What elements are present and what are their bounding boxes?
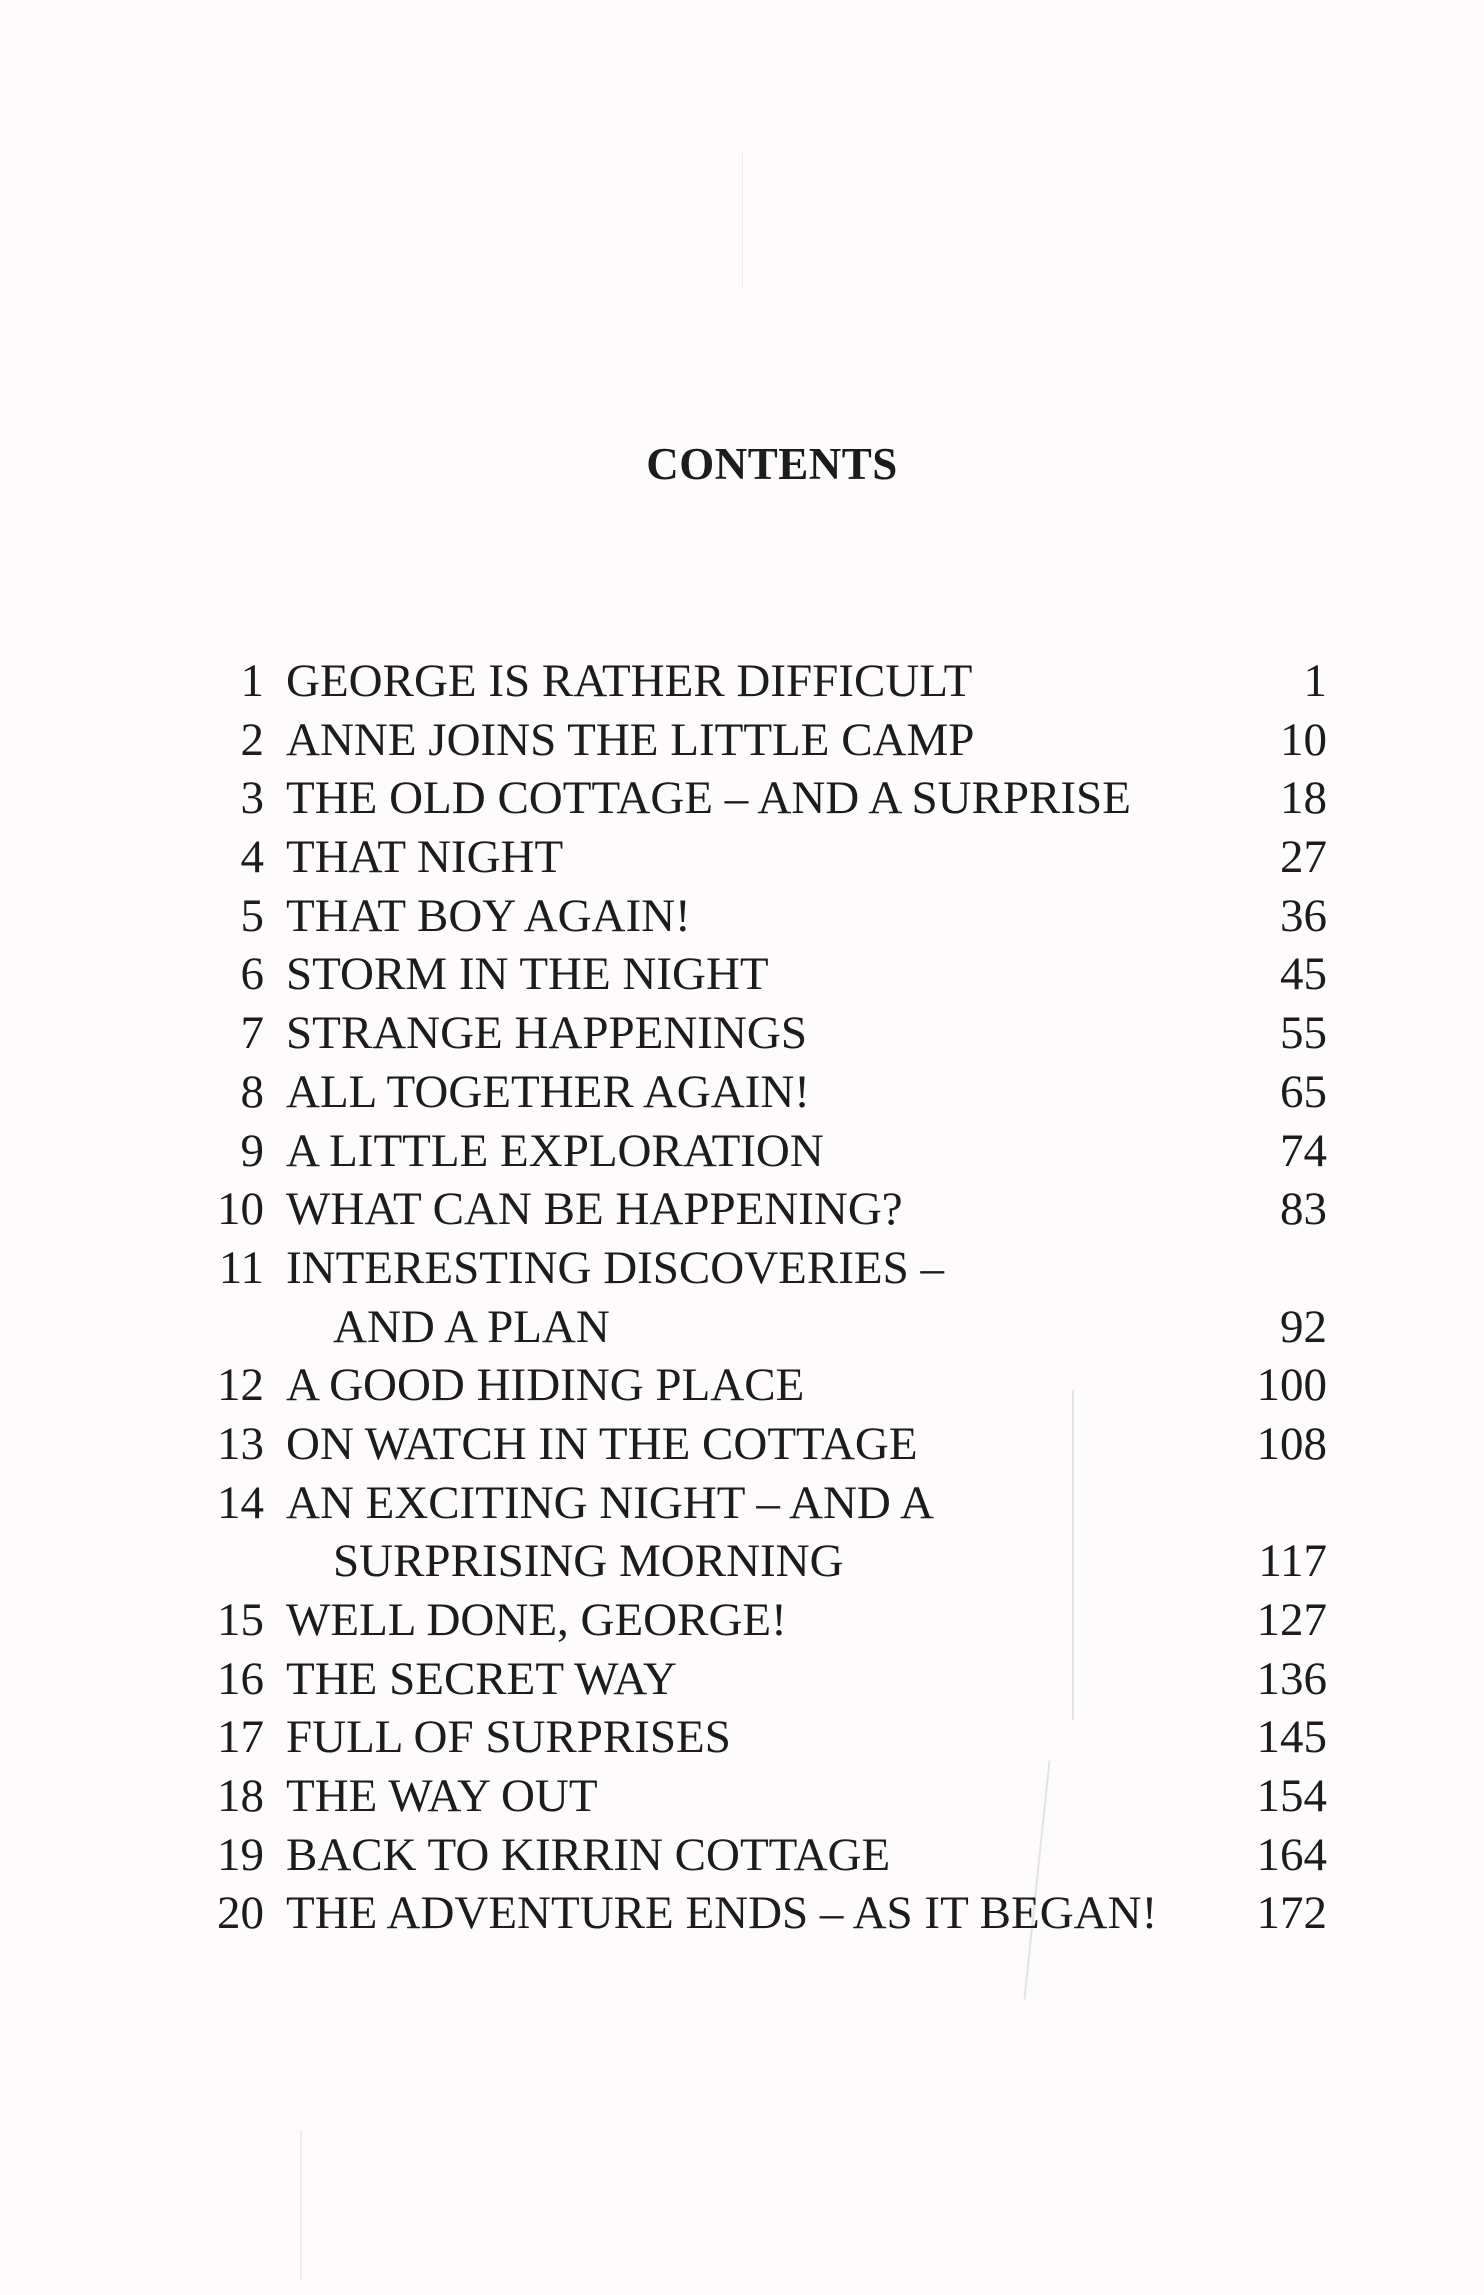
page-number: 83 (1280, 1183, 1327, 1236)
chapter-number: 15 (217, 1594, 264, 1646)
chapter-title: THAT BOY AGAIN! (286, 889, 691, 942)
chapter-number: 7 (240, 1007, 264, 1060)
chapter-number: 2 (240, 713, 264, 766)
page-number: 145 (1256, 1711, 1327, 1764)
chapter-title: WHAT CAN BE HAPPENING? (286, 1183, 903, 1236)
page-number: 92 (1280, 1300, 1327, 1353)
page-number: 108 (1256, 1417, 1327, 1470)
page-number: 74 (1280, 1124, 1327, 1177)
toc-entry (0, 1180, 1484, 1239)
chapter-number: 11 (218, 1241, 264, 1294)
page-number: 10 (1280, 713, 1327, 766)
chapter-title: BACK TO KIRRIN COTTAGE (286, 1828, 891, 1881)
toc-entry-continuation (0, 1298, 1484, 1357)
chapter-title: A GOOD HIDING PLACE (286, 1359, 805, 1412)
page-number: 136 (1256, 1652, 1327, 1705)
chapter-title: A LITTLE EXPLORATION (286, 1124, 824, 1177)
page-number: 1 (1303, 655, 1327, 707)
chapter-number: 19 (217, 1828, 264, 1881)
chapter-number: 3 (240, 772, 264, 825)
chapter-title: THE SECRET WAY (286, 1652, 677, 1705)
chapter-number: 16 (217, 1652, 264, 1705)
chapter-title: INTERESTING DISCOVERIES – (286, 1241, 944, 1294)
toc-entry (0, 1122, 1484, 1181)
page-number: 55 (1280, 1007, 1327, 1060)
page-number: 154 (1256, 1770, 1327, 1823)
chapter-title-continuation: SURPRISING MORNING (333, 1535, 844, 1588)
page-number: 27 (1280, 831, 1327, 884)
toc-entry-continuation (0, 1532, 1484, 1591)
chapter-title-continuation: AND A PLAN (333, 1300, 610, 1353)
chapter-title: WELL DONE, GEORGE! (286, 1594, 787, 1646)
toc-entry (0, 652, 1484, 711)
page-number: 127 (1256, 1594, 1327, 1646)
contents-heading: CONTENTS (646, 439, 898, 489)
toc-entry (0, 1708, 1484, 1767)
toc-entry (0, 1004, 1484, 1063)
toc-entry (0, 1239, 1484, 1298)
chapter-number: 10 (217, 1183, 264, 1236)
scan-streak (742, 150, 743, 290)
chapter-title: ANNE JOINS THE LITTLE CAMP (286, 713, 975, 766)
chapter-title: THAT NIGHT (286, 831, 564, 884)
chapter-number: 8 (240, 1065, 264, 1118)
toc-entry (0, 769, 1484, 828)
chapter-title: STORM IN THE NIGHT (286, 948, 769, 1001)
page-number: 45 (1280, 948, 1327, 1001)
chapter-title: ON WATCH IN THE COTTAGE (286, 1417, 918, 1470)
chapter-number: 17 (217, 1711, 264, 1764)
chapter-number: 9 (240, 1124, 264, 1177)
page-number: 18 (1280, 772, 1327, 825)
page-number: 117 (1258, 1535, 1327, 1588)
page-number: 100 (1256, 1359, 1327, 1412)
page-number: 65 (1280, 1065, 1327, 1118)
chapter-number: 20 (217, 1887, 264, 1940)
toc-entry (0, 711, 1484, 770)
chapter-number: 12 (217, 1359, 264, 1412)
table-of-contents (0, 652, 1484, 1943)
chapter-title: THE OLD COTTAGE – AND A SURPRISE (286, 772, 1131, 825)
toc-entry (0, 945, 1484, 1004)
chapter-number: 13 (217, 1417, 264, 1470)
page-number: 164 (1256, 1828, 1327, 1881)
toc-entry (0, 1356, 1484, 1415)
toc-entry (0, 828, 1484, 887)
toc-entry (0, 1650, 1484, 1709)
chapter-number: 18 (217, 1770, 264, 1823)
toc-entry (0, 1826, 1484, 1885)
chapter-title: ALL TOGETHER AGAIN! (286, 1065, 810, 1118)
toc-entry (0, 1591, 1484, 1650)
toc-entry (0, 1063, 1484, 1122)
toc-entry (0, 1474, 1484, 1533)
chapter-title: AN EXCITING NIGHT – AND A (286, 1476, 934, 1529)
toc-entry (0, 1767, 1484, 1826)
chapter-number: 1 (240, 655, 264, 707)
scan-streak (300, 2130, 302, 2280)
toc-entry (0, 1884, 1484, 1943)
chapter-number: 6 (240, 948, 264, 1001)
chapter-number: 4 (240, 831, 264, 884)
chapter-title: STRANGE HAPPENINGS (286, 1007, 807, 1060)
chapter-title: FULL OF SURPRISES (286, 1711, 731, 1764)
chapter-title: THE WAY OUT (286, 1770, 598, 1823)
toc-entry (0, 887, 1484, 946)
chapter-title: THE ADVENTURE ENDS – AS IT BEGAN! (286, 1887, 1158, 1940)
page-number: 172 (1256, 1887, 1327, 1940)
chapter-title: GEORGE IS RATHER DIFFICULT (286, 655, 973, 707)
page-number: 36 (1280, 889, 1327, 942)
toc-entry (0, 1415, 1484, 1474)
chapter-number: 14 (217, 1476, 264, 1529)
chapter-number: 5 (240, 889, 264, 942)
